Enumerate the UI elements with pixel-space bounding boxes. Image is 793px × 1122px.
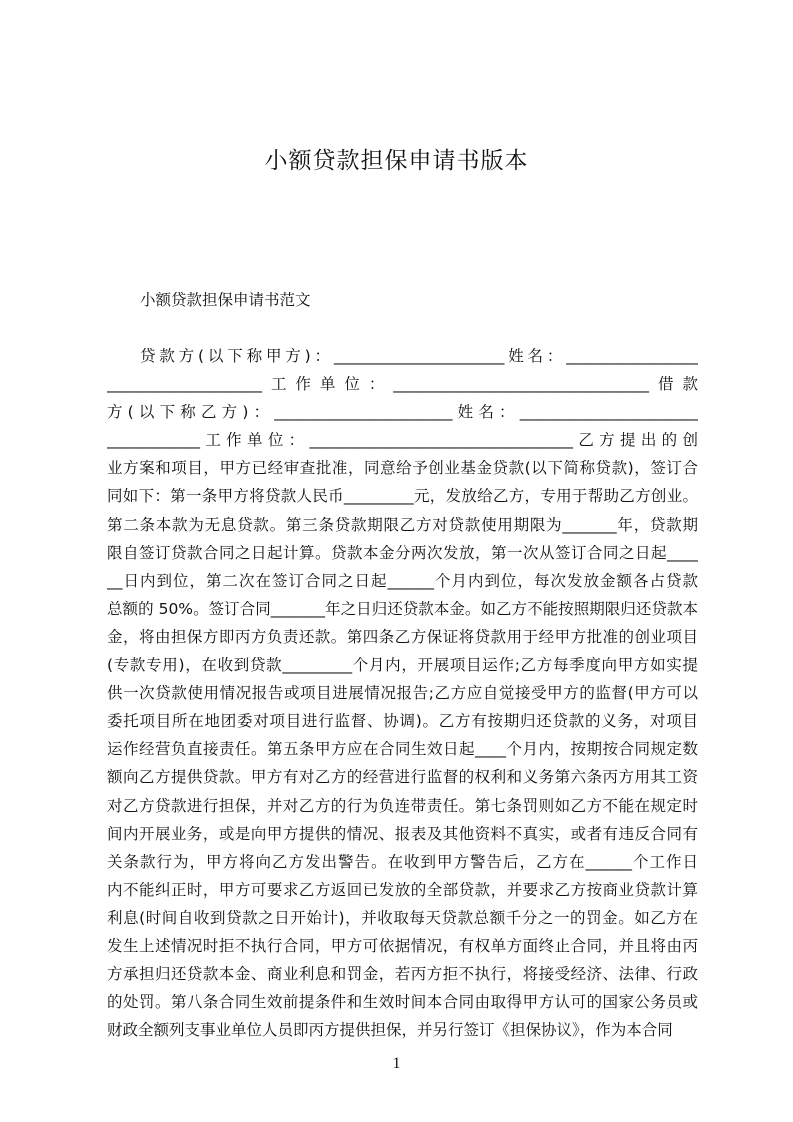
text-line: 总额的 50%。签订合同_______年之日归还贷款本金。如乙方不能按照期限归还贷款本: [107, 599, 698, 618]
text-line: 的处罚。第八条合同生效前提条件和生效时间本合同由取得甲方认可的国家公务员或: [107, 993, 698, 1012]
text-line: 对乙方贷款进行担保，并对乙方的行为负连带责任。第七条罚则如乙方不能在规定时: [107, 796, 698, 815]
document-title: 小额贷款担保申请书版本: [264, 148, 529, 174]
document-body: [107, 342, 698, 1044]
text-line: 方(以下称乙方)：_______________________姓名：_______________________: [107, 403, 698, 422]
text-line: 金，将由担保方即丙方负责还款。第四条乙方保证将贷款用于经甲方批准的创业项目: [107, 627, 698, 646]
text-line: 内不能纠正时，甲方可要求乙方返回已发放的全部贷款，并要求乙方按商业贷款计算: [107, 880, 698, 899]
text-line: ____________工作单位：__________________________________乙方提出的创: [107, 431, 698, 450]
text-line: 贷款方(以下称甲方)：______________________姓名：_________________: [140, 347, 698, 365]
document-subtitle: 小额贷款担保申请书范文: [140, 291, 311, 309]
text-line: 利息(时间自收到贷款之日开始计)，并收取每天贷款总额千分之一的罚金。如乙方在: [107, 908, 698, 927]
text-line: 运作经营负直接责任。第五条甲方应在合同生效日起____个月内，按期按合同规定数: [107, 740, 698, 759]
text-line: 第二条本款为无息贷款。第三条贷款期限乙方对贷款使用期限为_______年，贷款期: [107, 515, 698, 534]
text-line: (专款专用)，在收到贷款_________个月内，开展项目运作;乙方每季度向甲方如实提: [107, 656, 698, 675]
text-line: 方承担归还贷款本金、商业利息和罚金，若丙方拒不执行，将接受经济、法律、行政: [107, 965, 698, 984]
text-line: 额向乙方提供贷款。甲方有对乙方的经营进行监督的权利和义务第六条丙方用其工资: [107, 768, 698, 787]
text-line: 委托项目所在地团委对项目进行监督、协调)。乙方有按期归还贷款的义务，对项目: [107, 712, 698, 731]
text-line: 财政全额列支事业单位人员即丙方提供担保，并另行签订《担保协议》，作为本合同: [107, 1021, 673, 1040]
text-line: 关条款行为，甲方将向乙方发出警告。在收到甲方警告后，乙方在______个工作日: [107, 852, 698, 871]
text-line: 同如下：第一条甲方将贷款人民币_________元，发放给乙方，专用于帮助乙方创业。: [107, 487, 698, 506]
text-line: 发生上述情况时拒不执行合同，甲方可依据情况，有权单方面终止合同，并且将由丙: [107, 936, 698, 955]
text-line: 限自签订贷款合同之日起计算。贷款本金分两次发放，第一次从签订合同之日起____: [107, 543, 698, 562]
text-line: 间内开展业务，或是向甲方提供的情况、报表及其他资料不真实，或者有违反合同有: [107, 824, 698, 843]
page-number: 1: [392, 1055, 401, 1072]
text-line: 业方案和项目，甲方已经审查批准，同意给予创业基金贷款(以下简称贷款)，签订合: [107, 459, 698, 478]
text-line: 供一次贷款使用情况报告或项目进展情况报告;乙方应自觉接受甲方的监督(甲方可以: [107, 684, 698, 703]
text-line: ____________________工作单位：_________________________________借款: [107, 375, 698, 394]
text-line: __日内到位，第二次在签订合同之日起______个月内到位，每次发放金额各占贷款: [107, 571, 698, 590]
